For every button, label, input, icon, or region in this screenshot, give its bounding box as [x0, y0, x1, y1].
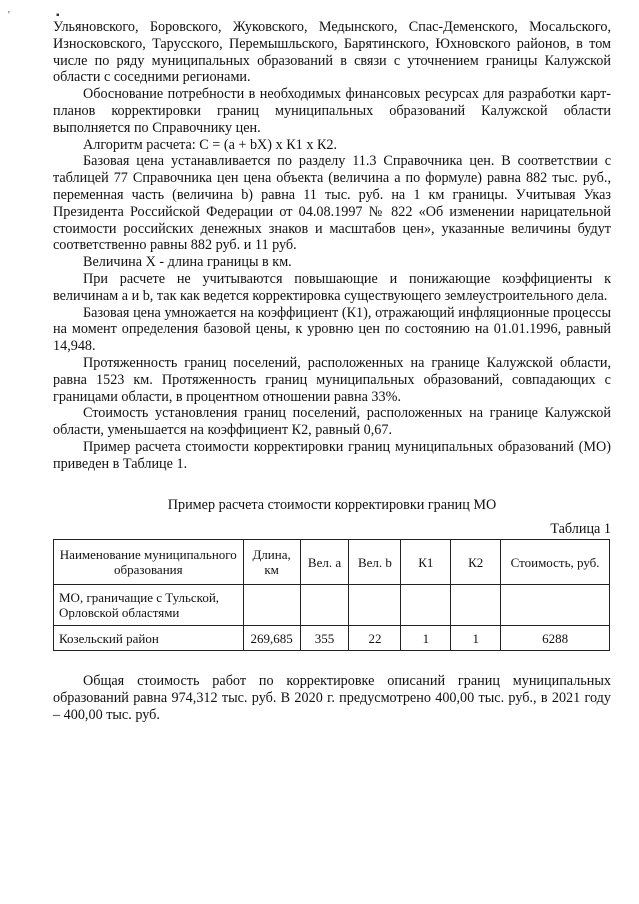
table-header-cell: Наименование муниципального образования — [54, 540, 244, 585]
table-header-cell: Вел. b — [349, 540, 401, 585]
table-cell: 355 — [300, 626, 349, 651]
table-cell: Козельский район — [54, 626, 244, 651]
table-header-cell: Вел. а — [300, 540, 349, 585]
table-cell: 6288 — [501, 626, 610, 651]
table-header-cell: Стоимость, руб. — [501, 540, 610, 585]
table-cell — [451, 585, 501, 626]
table-number: Таблица 1 — [550, 521, 611, 538]
table-cell — [501, 585, 610, 626]
paragraph: Протяженность границ поселений, расположенных на границе Калужской области, равна 1523 км. Протяженность границ муниципальных образований, совпадающих с границами области, в процентном отношении равна 33%. — [53, 354, 611, 405]
table-cell: 22 — [349, 626, 401, 651]
paragraph: Пример расчета стоимости корректировки границ муниципальных образований (МО) приведен в Таблице 1. — [53, 438, 611, 472]
paragraph: Базовая цена устанавливается по разделу 11.3 Справочника цен. В соответствии с таблицей 77 Справочника цен цена объекта (величина а по формуле) равна 882 тыс. руб., переменная часть (величина b) равна 11 тыс. руб. на 1 км границы. Учитывая Указ Президента Российской Федерации от 04.08.1997 № 822 «Об изменении нарицательной стоимости российских денежных знаков и масштабов цен», указанные величины будут соответственно равны 882 руб. и 11 руб. — [53, 153, 611, 254]
paragraph: Величина X - длина границы в км. — [83, 254, 292, 271]
paragraph: Алгоритм расчета: С = (а + bX) х К1 х К2. — [83, 136, 338, 153]
paragraph: Ульяновского, Боровского, Жуковского, Медынского, Спас-Деменского, Мосальского, Износковского, Тарусского, Перемышльского, Барятинского, Юхновского районов, в том числе по ряду муниципальных образований в связи с уточнением границы Калужской области с соседними регионами. — [53, 19, 611, 86]
paragraph: При расчете не учитываются повышающие и понижающие коэффициенты к величинам а и b, так как ведется корректировка существующего землеустроительного дела. — [53, 270, 611, 304]
cost-table — [53, 539, 610, 651]
paragraph: Базовая цена умножается на коэффициент (К1), отражающий инфляционные процессы на момент определения базовой цены, к уровню цен по состоянию на 01.01.1996, равный 14,948. — [53, 304, 611, 355]
table-header-cell: К2 — [451, 540, 501, 585]
scan-mark-left: ' — [8, 10, 10, 21]
table-cell — [300, 585, 349, 626]
table-cell — [401, 585, 451, 626]
document-body — [53, 19, 611, 724]
table-cell: 269,685 — [243, 626, 300, 651]
table-cell: 1 — [401, 626, 451, 651]
scan-mark-right: ▪ — [56, 10, 60, 21]
table-header-row — [54, 540, 610, 585]
table-cell: 1 — [451, 626, 501, 651]
table-row — [54, 626, 610, 651]
paragraph-total-cost: Общая стоимость работ по корректировке описаний границ муниципальных образований равна 974,312 тыс. руб. В 2020 г. предусмотрено 400,00 тыс. руб., в 2021 году – 400,00 тыс. руб. — [53, 673, 611, 723]
paragraph: Обоснование потребности в необходимых финансовых ресурсах для разработки карт-планов корректировки границ муниципальных образований Калужской области выполняется по Справочнику цен. — [53, 86, 611, 136]
table-caption: Пример расчета стоимости корректировки границ МО — [167, 496, 497, 513]
paragraph: Стоимость установления границ поселений, расположенных на границе Калужской области, уменьшается на коэффициент К2, равный 0,67. — [53, 405, 611, 439]
table-cell — [243, 585, 300, 626]
table-header-cell: Длина, км — [243, 540, 300, 585]
table-row — [54, 585, 610, 626]
table-header-cell: К1 — [401, 540, 451, 585]
table-cell — [349, 585, 401, 626]
table-cell: МО, граничащие с Тульской, Орловской областями — [54, 585, 244, 626]
